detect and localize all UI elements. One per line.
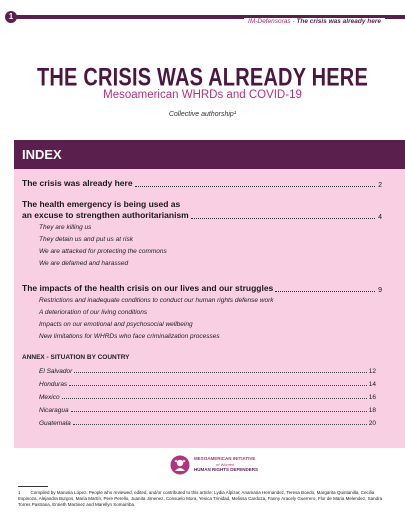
dot-leader: [135, 186, 376, 187]
annex-heading: ANNEX - SITUATION BY COUNTRY: [22, 354, 130, 361]
index-heading: INDEX: [14, 140, 405, 169]
page-header: [0, 0, 405, 30]
annex-country-entry[interactable]: [39, 407, 376, 414]
page-number-badge: 1: [5, 11, 17, 23]
index-subitem[interactable]: We are attacked for protecting the commons: [39, 248, 167, 255]
country-page: 20: [368, 420, 376, 427]
footnote: [18, 490, 388, 508]
index-entry-title: The impacts of the health crisis on our lives and our struggles: [22, 283, 274, 293]
annex-country-entry[interactable]: [39, 420, 376, 427]
country-name: Guatemala: [39, 420, 71, 427]
logo-text-line2: of Women: [216, 462, 235, 467]
index-subitem[interactable]: They are killing us: [39, 224, 92, 231]
index-subitem[interactable]: They detain us and put us at risk: [39, 236, 133, 243]
document-subtitle: Mesoamerican WHRDs and COVID-19: [103, 89, 302, 101]
running-title-main: The crisis was already here: [296, 18, 381, 25]
footnote-rule: [18, 486, 48, 487]
footnote-text: Compiled by Marusia López. People who reviewed, edited, and/or contributed to this article: Lydia Alpizar, Anamaria Hernandez, Teresa Boedo, Margarita Quintanilla, Cecilia Espinoza, Alejandra Burgos, Maria Martín, Pere Perello, Juanita Jimenez, Consuelo Mora, Yesica Trinidad, Melissa Cardoza, Fanny Aracely Guerrero, Flor de Maria Melendez, Sandra Torres Pastrana, Enrieth Martinez and Marellyn Somarriba.: [18, 490, 383, 507]
index-entry-title: The crisis was already here: [22, 178, 133, 188]
im-defensoras-logo: [170, 453, 280, 479]
index-entry[interactable]: [22, 283, 382, 294]
country-page: 16: [368, 394, 376, 401]
dot-leader: [71, 411, 367, 412]
country-name: Mexico: [39, 394, 60, 401]
annex-country-entry[interactable]: [39, 368, 376, 375]
country-page: 14: [368, 381, 376, 388]
country-name: Honduras: [39, 381, 68, 388]
index-subitem[interactable]: New limitations for WHRDs who face criminalization processes: [39, 333, 220, 340]
index-panel: [14, 140, 405, 448]
index-subitem[interactable]: Restrictions and inadequate conditions to conduct our human rights defense work: [39, 297, 274, 304]
country-name: El Salvador: [39, 368, 73, 375]
index-entry-page: 4: [378, 214, 382, 221]
index-entry-title: The health emergency is being used as: [22, 199, 181, 209]
index-entry[interactable]: [22, 199, 382, 221]
index-subitem[interactable]: A deterioration of our living conditions: [39, 309, 148, 316]
index-subitem[interactable]: We are defamed and harassed: [39, 260, 129, 267]
index-entry-page: 2: [378, 182, 382, 189]
dot-leader: [73, 424, 367, 425]
dot-leader: [62, 398, 367, 399]
dot-leader: [191, 218, 375, 219]
country-page: 12: [368, 368, 376, 375]
country-name: Nicaragua: [39, 407, 69, 414]
dot-leader: [275, 291, 375, 292]
logo-mark-icon: [170, 455, 190, 475]
index-entry-page: 9: [378, 287, 382, 294]
country-page: 18: [368, 407, 376, 414]
running-title: [244, 18, 385, 25]
annex-country-entry[interactable]: [39, 381, 376, 388]
index-subitem[interactable]: Impacts on our emotional and psychosocial wellbeing: [39, 321, 193, 328]
index-entry-title-continued: an excuse to strengthen authoritarianism: [22, 210, 189, 220]
dot-leader: [74, 372, 367, 373]
index-entry[interactable]: [22, 178, 382, 189]
authorship-note: Collective authorship¹: [168, 111, 237, 118]
dot-leader: [69, 385, 367, 386]
running-title-prefix: IM-Defensoras -: [248, 18, 297, 25]
annex-country-entry[interactable]: [39, 394, 376, 401]
footnote-number: 1: [18, 490, 21, 495]
document-title: THE CRISIS WAS ALREADY HERE: [37, 64, 368, 92]
logo-text-line1: MESOAMERICAN INITIATIVE: [194, 456, 256, 461]
logo-text-line3: HUMAN RIGHTS DEFENDERS: [194, 467, 259, 472]
